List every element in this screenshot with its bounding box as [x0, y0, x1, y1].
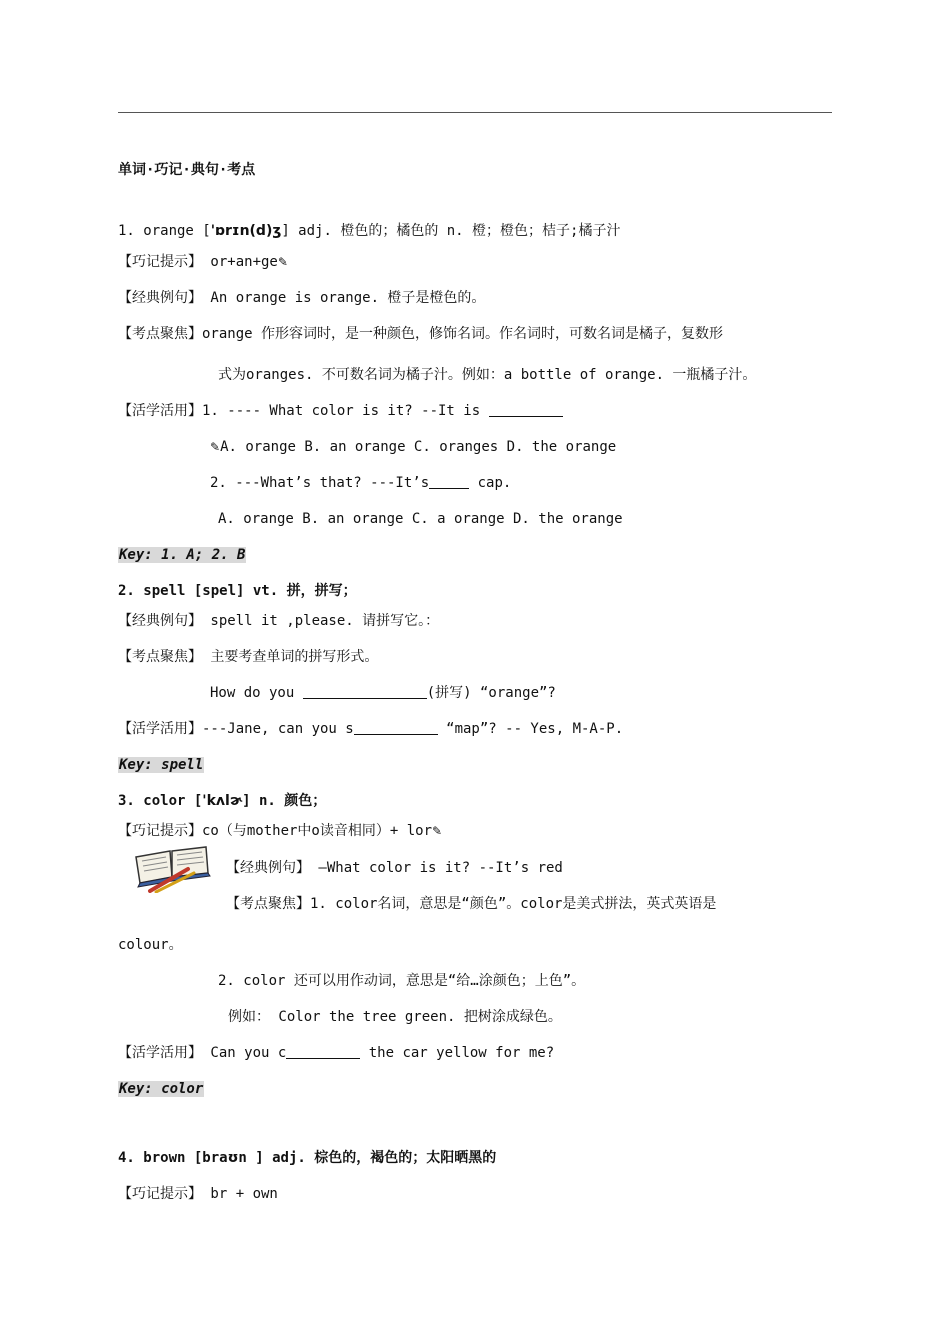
- orange-phonetic: 'ɒrɪn(d)ʒ: [210, 223, 282, 239]
- color-focus-line2: 2. color 还可以用作动词，意思是“给…涂颜色；上色”。: [218, 973, 586, 989]
- spell-focus-example: How do you (拼写) “orange”?: [210, 685, 556, 701]
- orange-key: Key: 1. A; 2. B: [119, 547, 246, 563]
- word-spell-heading: 2. spell [spel] vt. 拼，拼写；: [118, 583, 357, 599]
- answer-blank[interactable]: [354, 720, 438, 735]
- color-key: Key: color: [119, 1081, 204, 1097]
- orange-practice-q2: 2. ---What’s that? ---It’s cap.: [210, 475, 512, 491]
- section-title: 单词·巧记·典句·考点: [118, 162, 256, 178]
- orange-focus-line2: 式为oranges. 不可数名词为橘子汁。例如：a bottle of orange. 一瓶橘子汁。: [218, 367, 757, 383]
- orange-tip: 【巧记提示】 or+an+ge✎: [118, 254, 288, 270]
- orange-q1-options: ✎A. orange B. an orange C. oranges D. the orange: [210, 439, 617, 455]
- hand-pointer-icon: ✎: [432, 824, 443, 838]
- color-tip: 【巧记提示】co（与mother中o读音相同）+ lor✎: [118, 823, 443, 839]
- spell-example: 【经典例句】 spell it ,please. 请拼写它。：: [118, 613, 440, 629]
- hand-pointer-icon: ✎: [277, 255, 288, 269]
- color-example: 【经典例句】 —What color is it? --It’s red: [226, 860, 563, 876]
- hand-pointer-icon: ✎: [210, 440, 221, 454]
- brown-phonetic: ʊ: [227, 1150, 239, 1166]
- answer-blank[interactable]: [489, 402, 563, 417]
- color-focus-wrap: colour。: [118, 937, 183, 953]
- color-phonetic: 'kʌlɚ: [202, 793, 243, 809]
- spell-focus: 【考点聚焦】 主要考查单词的拼写形式。: [118, 649, 379, 665]
- word-color-heading: 3. color ['kʌlɚ] n. 颜色；: [118, 793, 327, 809]
- brown-tip: 【巧记提示】 br + own: [118, 1186, 278, 1202]
- orange-q2-options: A. orange B. an orange C. a orange D. the orange: [218, 511, 623, 527]
- answer-blank[interactable]: [303, 684, 427, 699]
- color-practice: 【活学活用】 Can you c the car yellow for me?: [118, 1045, 555, 1061]
- word-orange-heading: 1. orange ['ɒrɪn(d)ʒ] adj. 橙色的；橘色的 n. 橙；橙色；桔子;橘子汁: [118, 223, 621, 239]
- answer-blank[interactable]: [286, 1044, 360, 1059]
- color-focus-example: 例如： Color the tree green. 把树涂成绿色。: [228, 1009, 562, 1025]
- orange-focus-line1: 【考点聚焦】orange 作形容词时，是一种颜色，修饰名词。作名词时，可数名词是橘子，复数形: [118, 326, 723, 342]
- answer-blank[interactable]: [429, 474, 469, 489]
- color-focus-line1: 【考点聚焦】1. color名词，意思是“颜色”。color是美式拼法，英式英语是: [226, 896, 717, 912]
- spell-practice: 【活学活用】---Jane, can you s “map”? -- Yes, M-A-P.: [118, 721, 624, 737]
- spell-key: Key: spell: [119, 757, 204, 773]
- orange-example: 【经典例句】 An orange is orange. 橙子是橙色的。: [118, 290, 486, 306]
- open-book-icon: [130, 843, 214, 893]
- header-rule: [118, 112, 832, 113]
- word-brown-heading: 4. brown [braʊn ] adj. 棕色的，褐色的；太阳晒黑的: [118, 1150, 497, 1166]
- orange-practice-q1: 【活学活用】1. ---- What color is it? --It is: [118, 401, 563, 421]
